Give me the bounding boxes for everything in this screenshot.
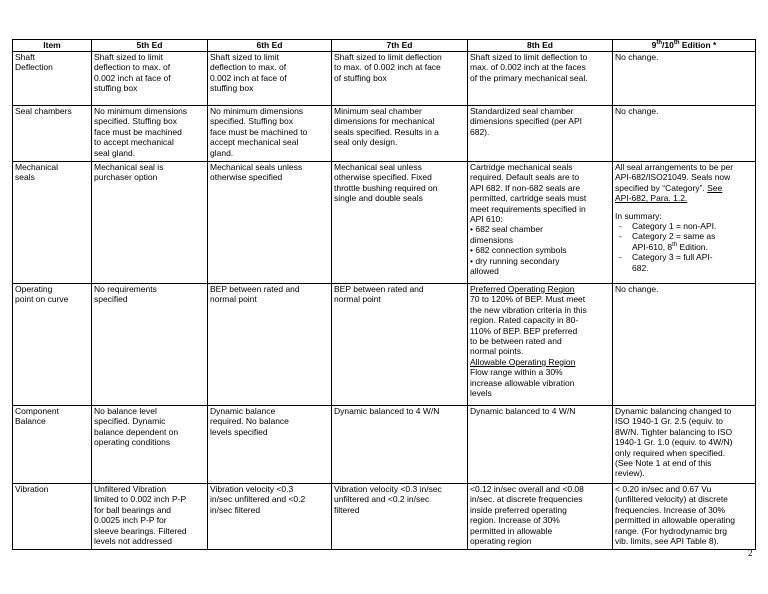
cell-item: Mechanical seals — [13, 162, 92, 284]
cell-7th-ed: Vibration velocity <0.3 in/sec unfiltered and <0.2 in/sec filtered — [332, 484, 468, 550]
cell-9th-10th-ed: No change. — [613, 52, 756, 106]
header-row — [13, 40, 756, 52]
cell-item: Operating point on curve — [13, 284, 92, 406]
cell-5th-ed: No minimum dimensions specified. Stuffing box face must be machined to accept mechanical seal gland. — [92, 106, 208, 162]
api-edition-comparison-table — [12, 39, 756, 550]
table-row-component-balance — [13, 406, 756, 484]
header-8th-ed: 8th Ed — [468, 40, 613, 52]
cell-8th-ed: <0.12 in/sec overall and <0.08 in/sec. at discrete frequencies inside preferred operating region. Increase of 30% permitted in allowable operating region — [468, 484, 613, 550]
cell-5th-ed: Shaft sized to limit deflection to max. of 0.002 inch at face of stuffing box — [92, 52, 208, 106]
cell-9th-10th-ed: No change. — [613, 284, 756, 406]
cell-7th-ed: Mechanical seal unless otherwise specified. Fixed throttle bushing required on single and double seals — [332, 162, 468, 284]
header-7th-ed: 7th Ed — [332, 40, 468, 52]
cell-6th-ed: Mechanical seals unless otherwise specified — [208, 162, 332, 284]
cell-6th-ed: BEP between rated and normal point — [208, 284, 332, 406]
table-row-mechanical-seals — [13, 162, 756, 284]
cell-item: Seal chambers — [13, 106, 92, 162]
cell-9th-10th-ed: < 0.20 in/sec and 0.67 Vu (unfiltered velocity) at discrete frequencies. Increase of 30% permitted in allowable operating range. (For hydrodynamic brg vib. limits, see API Table 8). — [613, 484, 756, 550]
cell-7th-ed: Minimum seal chamber dimensions for mechanical seals specified. Results in a seal only design. — [332, 106, 468, 162]
cell-8th-ed: Shaft sized to limit deflection to max. of 0.002 inch at the faces of the primary mechanical seal. — [468, 52, 613, 106]
cell-7th-ed: Shaft sized to limit deflection to max. of 0.002 inch at face of stuffing box — [332, 52, 468, 106]
cell-8th-ed: Standardized seal chamber dimensions specified (per API 682). — [468, 106, 613, 162]
cell-9th-10th-ed: No change. — [613, 106, 756, 162]
page-number: 2 — [748, 548, 753, 558]
cell-item: Component Balance — [13, 406, 92, 484]
cell-5th-ed: No requirements specified — [92, 284, 208, 406]
table-row-seal-chambers — [13, 106, 756, 162]
header-5th-ed: 5th Ed — [92, 40, 208, 52]
cell-7th-ed: Dynamic balanced to 4 W/N — [332, 406, 468, 484]
header-9th-10th-edition: 9th/10th Edition * — [613, 40, 756, 52]
cell-5th-ed: Unfiltered Vibration limited to 0.002 inch P-P for ball bearings and 0.0025 inch P-P for sleeve bearings. Filtered levels not addressed — [92, 484, 208, 550]
cell-6th-ed: Dynamic balance required. No balance levels specified — [208, 406, 332, 484]
table-row-operating-point — [13, 284, 756, 406]
header-6th-ed: 6th Ed — [208, 40, 332, 52]
cell-7th-ed: BEP between rated and normal point — [332, 284, 468, 406]
cell-5th-ed: No balance level specified. Dynamic balance dependent on operating conditions — [92, 406, 208, 484]
cell-9th-10th-ed: All seal arrangements to be per API-682/ISO21049. Seals now specified by “Category”. See API-682, Para. 1.2. In summary: - Category 1 = non-API. - Category 2 = same as API-610, 8th Edition. - Category 3 = full API- 682. — [613, 162, 756, 284]
cell-item: Shaft Deflection — [13, 52, 92, 106]
table-row-vibration — [13, 484, 756, 550]
cell-6th-ed: Shaft sized to limit deflection to max. of 0.002 inch at face of stuffing box — [208, 52, 332, 106]
cell-5th-ed: Mechanical seal is purchaser option — [92, 162, 208, 284]
cell-6th-ed: Vibration velocity <0.3 in/sec unfiltered and <0.2 in/sec filtered — [208, 484, 332, 550]
header-item: Item — [13, 40, 92, 52]
cell-6th-ed: No minimum dimensions specified. Stuffing box face must be machined to accept mechanical seal gland. — [208, 106, 332, 162]
cell-8th-ed: Preferred Operating Region 70 to 120% of BEP. Must meet the new vibration criteria in this region. Rated capacity in 80- 110% of BEP. BEP preferred to be between rated and normal points. Allowable Operating Region Flow range within a 30% increase allowable vibration levels — [468, 284, 613, 406]
cell-8th-ed: Cartridge mechanical seals required. Default seals are to API 682. If non-682 seals are permitted, cartridge seals must meet requirements specified in API 610: • 682 seal chamber dimensions • 682 connection symbols • dry running secondary allowed — [468, 162, 613, 284]
cell-8th-ed: Dynamic balanced to 4 W/N — [468, 406, 613, 484]
table-row-shaft-deflection — [13, 52, 756, 106]
cell-9th-10th-ed: Dynamic balancing changed to ISO 1940-1 Gr. 2.5 (equiv. to 8W/N. Tighter balancing to ISO 1940-1 Gr. 1.0 (equiv. to 4W/N) only required when specified. (See Note 1 at end of this review). — [613, 406, 756, 484]
cell-item: Vibration — [13, 484, 92, 550]
